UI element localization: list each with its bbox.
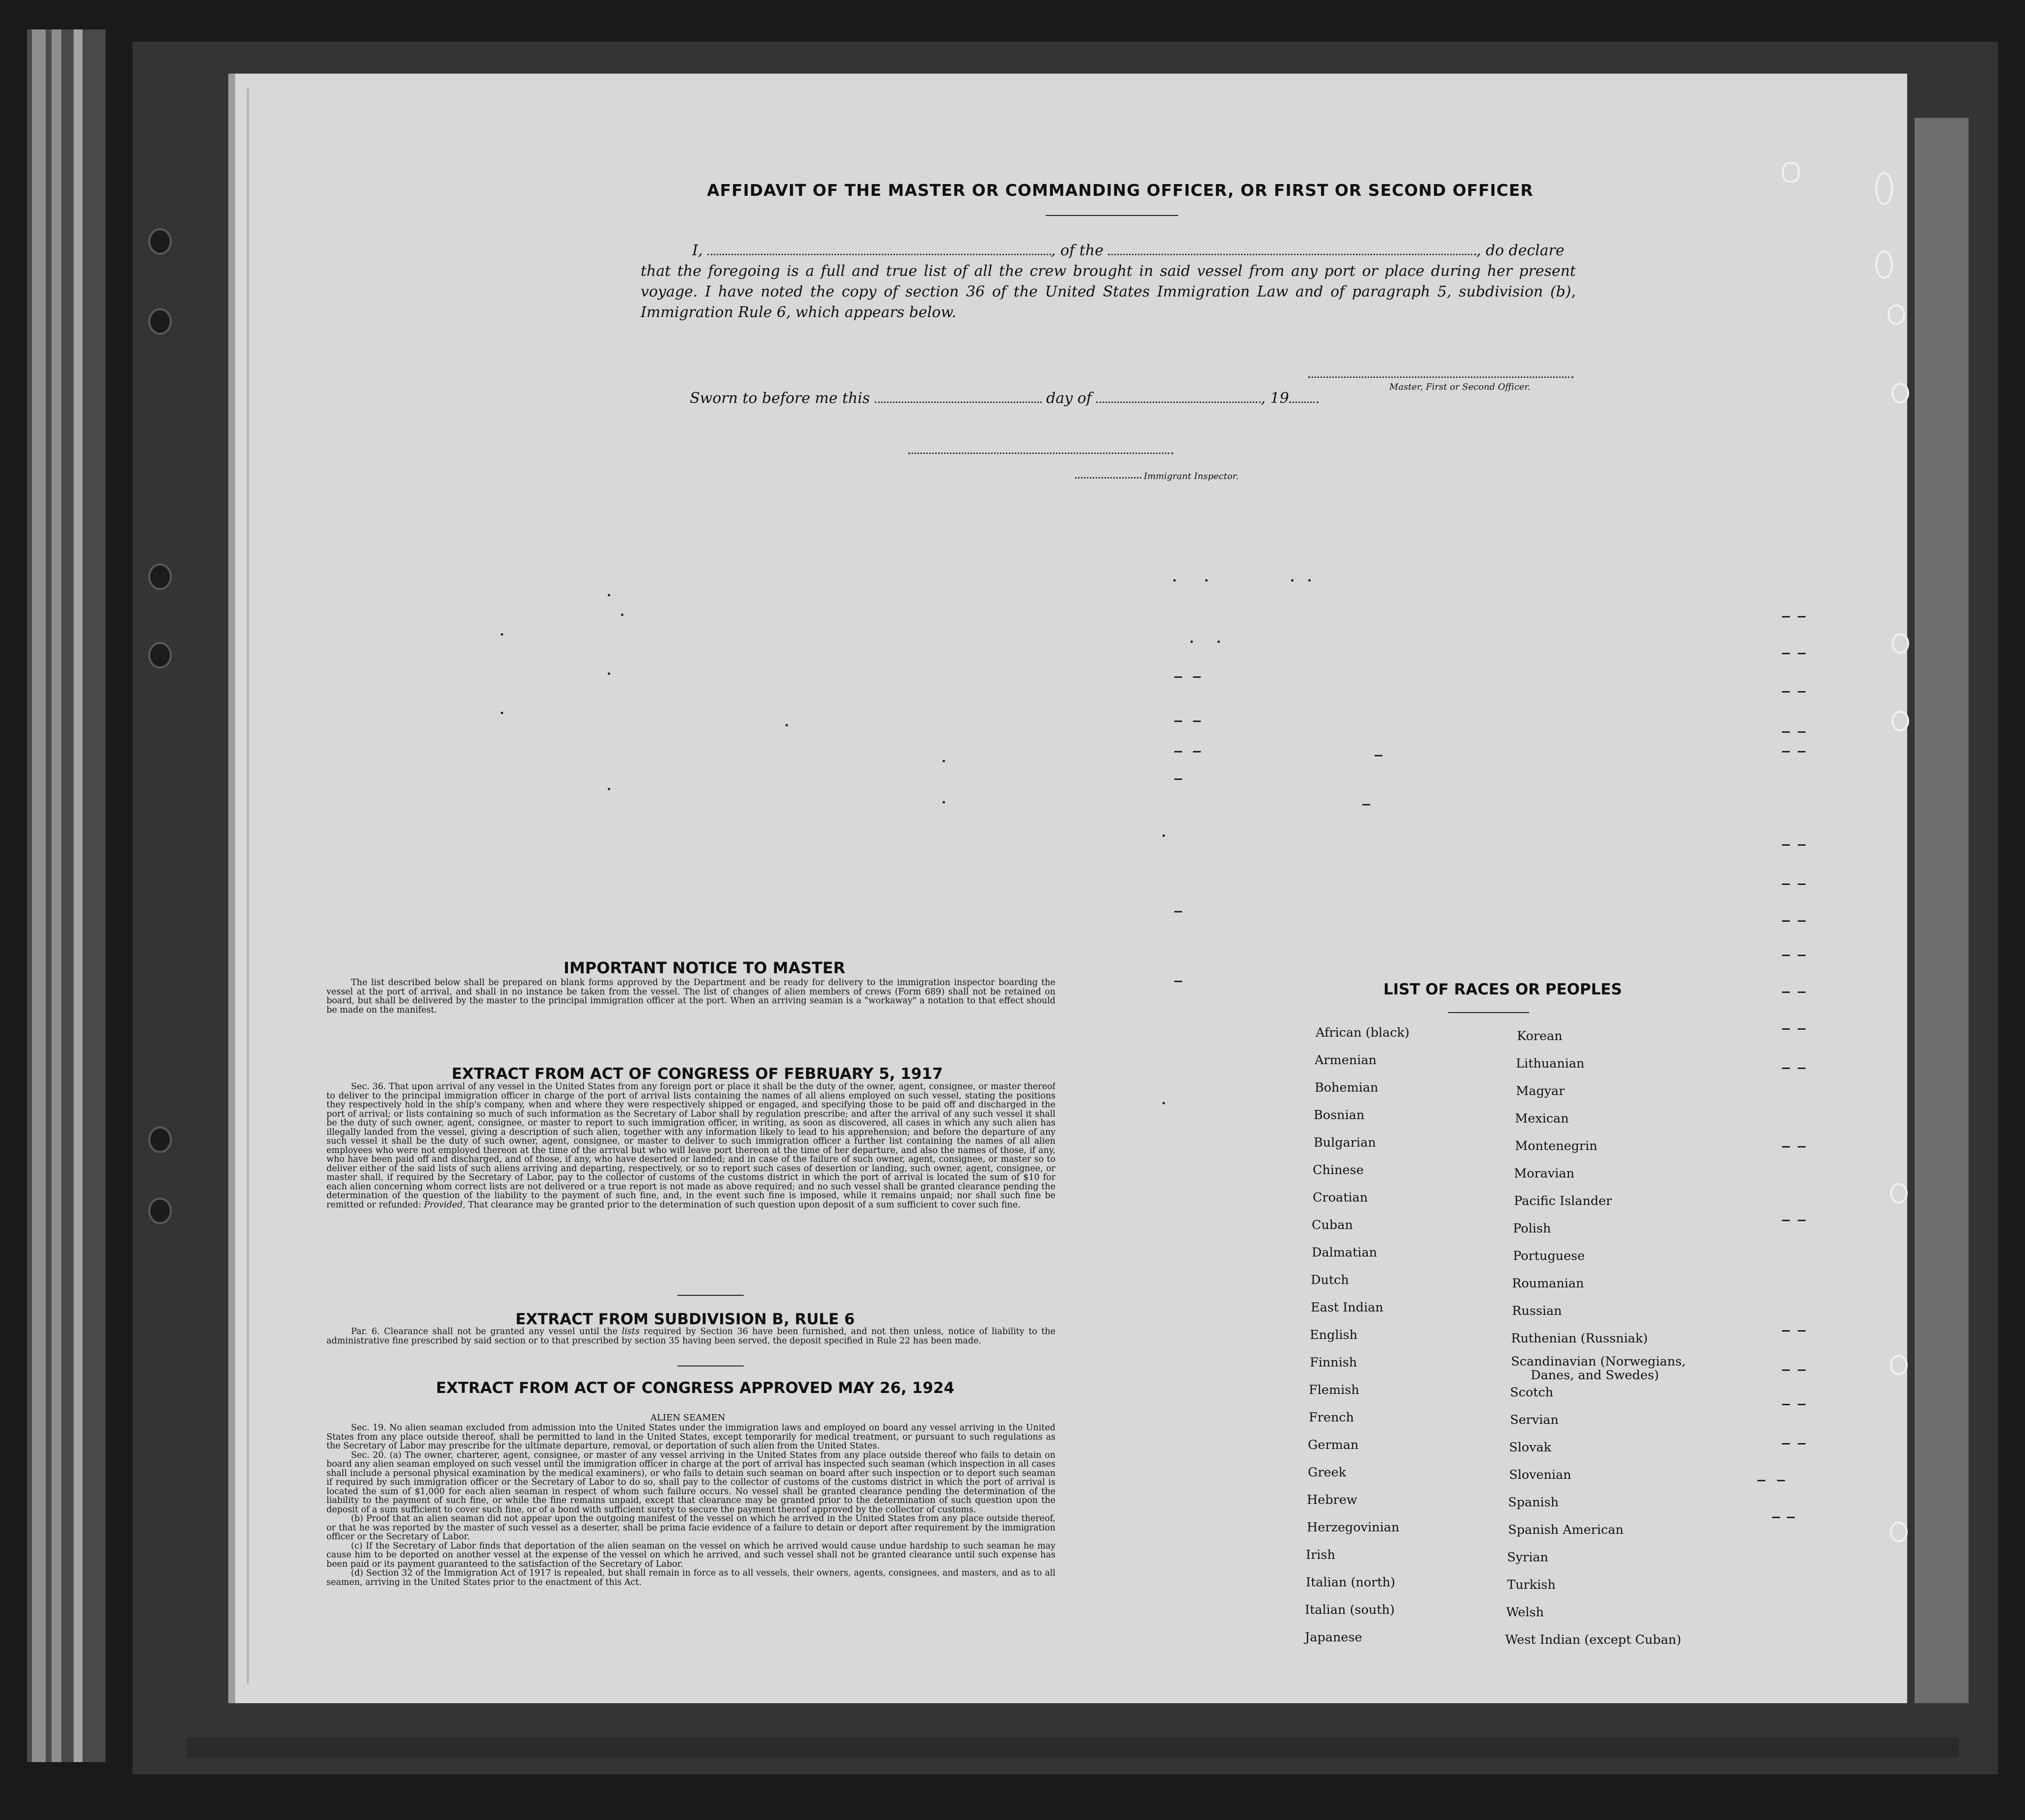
extract-1917-title: EXTRACT FROM ACT OF CONGRESS OF FEBRUARY 5, 1917 [452, 1065, 943, 1083]
page-bottom-edge [187, 1738, 1959, 1757]
bleed-mark [1193, 751, 1201, 752]
race-item: Montenegrin [1515, 1139, 1597, 1153]
sworn-prefix: Sworn to before me this [690, 390, 870, 407]
notice-paragraph: The list described below shall be prepared on blank forms approved by the Department and be ready for delivery to the immigration inspector boarding the vessel at the port of arrival, and shall in no instance be taken from the vessel. The list of changes of alien members of crews (Form 689) shall not be retained on board, but shall be delivered by the master to the principal immigration officer at the port. When an arriving seaman is a "workaway" a notation to that effect should be made on the manifest. [326, 978, 1055, 1015]
race-item: Armenian [1315, 1053, 1377, 1068]
vessel-name-blank [1108, 244, 1476, 255]
punch-hole [1890, 1355, 1908, 1375]
page-edge [52, 29, 61, 1762]
page-edge [74, 29, 82, 1762]
race-item: Scotch [1510, 1385, 1554, 1400]
inspector-label: Immigrant Inspector. [1144, 471, 1239, 482]
bleed-dot [501, 712, 503, 714]
notice-text [326, 978, 1055, 1015]
punch-hole [1875, 250, 1893, 279]
bleed-dot [785, 724, 788, 726]
section-divider [677, 1365, 744, 1366]
section-36-text: Sec. 36. That upon arrival of any vessel in the United States from any foreign port or place it shall be the duty of the owner, agent, consignee, or master thereof to deliver to the principal immigration officer in charge of the port of arrival lists containing the names of all aliens employed on such vessel, stating the positions they respectively hold in the ship's company, when and where they were respectively shipped or engaged, and specifying those to be paid off and discharged in the port of arrival; or lists containing so much of such information as the Secretary of Labor shall by regulation prescribe; and after the arrival of any such vessel it shall be the duty of such owner, agent, consignee, or master to report to such immigration officer, in writing, as soon as discovered, all cases in which any such alien has illegally landed from the vessel, giving a description of such alien, together with any information likely to lead to his apprehension; and before the departure of any such vessel it shall be the duty of such owner, agent, consignee, or master to deliver to such immigration officer a further list containing the names of all alien employees who were not employed thereon at the time of the arrival but who will leave port thereon at the time of her departure, and also the names of those, if any, who have been paid off and discharged, and of those, if any, who have deserted or landed; and in case of the failure of such owner, agent, consignee, or master so to deliver either of the said lists of such aliens arriving and departing, respectively, or so to report such cases of desertion or landing, such owner, agent, consignee, or master shall, if required by the Secretary of Labor, pay to the collector of customs of the customs district in which the port of arrival is located the sum of $10 for each alien concerning whom correct lists are not delivered or a true report is not made as above required; and no such vessel shall be granted clearance pending the determination of the question of the liability to the payment of such fine, and, in the event such fine is imposed, while it remains unpaid; nor shall such fine be remitted or refunded: [326, 1082, 1055, 1210]
binder-hole [148, 1198, 172, 1224]
bleed-mark [1362, 804, 1370, 805]
bleed-dot [608, 788, 610, 790]
sworn-year-prefix: , 19 [1261, 390, 1289, 407]
bleed-dot [1162, 834, 1165, 837]
binder-hole [148, 228, 172, 255]
extract-1917-text [326, 1082, 1055, 1279]
race-item: Dutch [1311, 1273, 1349, 1287]
bleed-mark [1174, 778, 1182, 780]
race-item: Polish [1513, 1221, 1551, 1236]
vessel-prefix: , of the [1051, 242, 1104, 259]
race-item: Ruthenian (Russniak) [1511, 1331, 1648, 1346]
affidavit-title: AFFIDAVIT OF THE MASTER OR COMMANDING OFFICER, OR FIRST OR SECOND OFFICER [707, 181, 1534, 200]
bleed-mark [1193, 721, 1201, 722]
race-item: Korean [1517, 1029, 1563, 1044]
section-36-text-end: That clearance may be granted prior to the determination of such question upon deposit of a sum sufficient to cover such fine. [468, 1200, 1021, 1210]
race-item: Syrian [1507, 1550, 1548, 1565]
race-item: Mexican [1515, 1111, 1569, 1126]
binder-hole [148, 563, 172, 590]
punch-hole [1875, 172, 1893, 205]
bleed-dot [1291, 579, 1294, 582]
bleed-mark [1174, 911, 1182, 912]
section-36-paragraph [326, 1082, 1055, 1209]
race-item: Dalmatian [1312, 1245, 1377, 1260]
stacked-page-edges [27, 29, 106, 1762]
race-item: English [1310, 1328, 1358, 1342]
punch-hole [1888, 304, 1905, 325]
race-item: Hebrew [1307, 1493, 1357, 1507]
sec-20d-paragraph: (d) Section 32 of the Immigration Act of 1917 is repealed, but shall remain in force as to all vessels, their owners, agents, consignees, and masters, and as to all seamen, arriving in the United States prior to the enactment of this Act. [326, 1568, 1055, 1587]
bleed-mark [1174, 751, 1182, 752]
race-item: Slovenian [1509, 1468, 1571, 1482]
page-fold-shadow [228, 74, 235, 1703]
punch-hole [1891, 383, 1909, 403]
declarant-name-blank [707, 244, 1051, 255]
extract-1924-title: EXTRACT FROM ACT OF CONGRESS APPROVED MAY 26, 1924 [436, 1379, 955, 1397]
races-list-title: LIST OF RACES OR PEOPLES [1383, 981, 1622, 998]
sec-20b-paragraph: (b) Proof that an alien seaman did not appear upon the outgoing manifest of the vessel on which he arrived in the United States from any place outside thereof, or that he was reported by the master of such vessel as a deserter, shall be prima facie evidence of a failure to detain or deport after requirement by the immigration officer or the Secretary of Labor. [326, 1514, 1055, 1542]
bleed-dot [1205, 579, 1208, 582]
race-item: Welsh [1506, 1605, 1544, 1620]
race-item: Russian [1512, 1304, 1562, 1318]
lists-word: lists [621, 1327, 640, 1337]
bleed-dot [943, 760, 945, 762]
punch-hole [1891, 633, 1909, 654]
race-item: Chinese [1313, 1163, 1364, 1178]
race-item: Servian [1510, 1413, 1559, 1427]
paragraph-6-text: Par. 6. Clearance shall not be granted any vessel until the [351, 1327, 618, 1337]
declare-text: , do declare [1476, 242, 1565, 259]
race-item: Greek [1308, 1465, 1347, 1480]
race-item: Scandinavian (Norwegians, [1511, 1354, 1686, 1369]
race-item: Bohemian [1315, 1080, 1378, 1095]
sworn-year-blank [1289, 392, 1319, 403]
extract-rule-6-title: EXTRACT FROM SUBDIVISION B, RULE 6 [515, 1311, 855, 1328]
race-item: Spanish American [1508, 1523, 1624, 1537]
bleed-dot [943, 801, 945, 803]
race-item: Spanish [1508, 1495, 1559, 1510]
bleed-mark [1174, 981, 1182, 982]
race-item: French [1309, 1410, 1354, 1425]
race-item: Bosnian [1314, 1108, 1365, 1123]
bleed-mark [1174, 676, 1182, 678]
notice-title: IMPORTANT NOTICE TO MASTER [564, 959, 845, 977]
master-signature-label: Master, First or Second Officer. [1389, 382, 1531, 392]
sworn-line [690, 390, 1319, 407]
alien-seamen-heading: ALIEN SEAMEN [650, 1413, 726, 1423]
race-item: Portuguese [1513, 1249, 1585, 1263]
bleed-dot [621, 614, 623, 616]
punch-hole [1782, 162, 1800, 183]
race-item: Moravian [1514, 1166, 1575, 1181]
inspector-signature-blank [908, 452, 1173, 454]
bleed-mark [1193, 676, 1201, 678]
race-item: Croatian [1313, 1190, 1368, 1205]
races-title-underline [1448, 1012, 1529, 1013]
race-item: Danes, and Swedes) [1531, 1368, 1659, 1383]
sec-19-paragraph: Sec. 19. No alien seaman excluded from admission into the United States under the immigration laws and employed on board any vessel arriving in the United States from any place outside thereof, shall be permitted to land in the United States, except temporarily for medical treatment, or pursuant to such regulations as the Secretary of Labor may prescribe for the ultimate departure, removal, or deportation of such alien from the United States. [326, 1423, 1055, 1451]
inspector-name-blank [1075, 476, 1141, 479]
declaration-text [641, 241, 1576, 323]
sworn-day-blank [875, 392, 1042, 403]
race-item: African (black) [1316, 1025, 1410, 1040]
race-item: Irish [1306, 1548, 1335, 1562]
paragraph-6-text-end: required by Section 36 have been furnished, and not then unless, notice of liability to the administrative fine prescribed by said section or to that prescribed by section 35 having been served, the deposit specified in Rule 22 has been made. [326, 1327, 1055, 1346]
race-item: German [1308, 1438, 1359, 1452]
bleed-dot [1173, 579, 1176, 582]
page-crease [247, 88, 249, 1684]
bleed-dot [501, 633, 503, 636]
race-item: Herzegovinian [1307, 1520, 1400, 1535]
bleed-dot [1217, 641, 1220, 643]
provided-word: Provided, [424, 1200, 466, 1210]
race-item: Bulgarian [1314, 1135, 1376, 1150]
race-item: Italian (south) [1305, 1603, 1395, 1617]
binder-hole [148, 642, 172, 669]
title-underline [1046, 215, 1178, 216]
race-item: Slovak [1509, 1440, 1552, 1455]
race-item: Roumanian [1512, 1276, 1584, 1291]
declarant-prefix: I, [692, 242, 703, 259]
underlying-sheet-edge [1915, 118, 1969, 1703]
race-item: Italian (north) [1306, 1575, 1396, 1590]
race-item: Flemish [1309, 1383, 1359, 1397]
extract-1924-text [326, 1423, 1055, 1659]
punch-hole [1891, 711, 1909, 731]
bleed-dot [1190, 641, 1193, 643]
race-item: Lithuanian [1516, 1056, 1585, 1071]
race-item: East Indian [1311, 1300, 1383, 1315]
sworn-month-blank [1096, 392, 1261, 403]
binder-hole [148, 308, 172, 335]
bleed-dot [1162, 1102, 1165, 1104]
bleed-dot [608, 672, 610, 675]
race-item: Finnish [1310, 1355, 1357, 1370]
extract-rule-6-text [326, 1327, 1055, 1345]
paragraph-6 [326, 1327, 1055, 1345]
sworn-month-prefix: day of [1046, 390, 1092, 407]
bleed-dot [608, 594, 610, 596]
page-edge [32, 29, 46, 1762]
race-item: Japanese [1305, 1630, 1362, 1645]
binder-hole [148, 1126, 172, 1153]
bleed-mark [1174, 721, 1182, 722]
bleed-mark [1375, 755, 1382, 756]
master-signature-blank [1308, 375, 1573, 378]
sec-20a-paragraph: Sec. 20. (a) The owner, charterer, agent, consignee, or master of any vessel arriving in the United States from any place outside thereof who fails to detain on board any alien seaman employed on such vessel until the immigration officer in charge at the port of arrival has inspected such seaman (which inspection in all cases shall include a personal physical examination by the medical examiners), or who fails to detain such seaman on board after such inspection or to deport such seaman if required by such immigration officer or the Secretary of Labor to do so, shall pay to the collector of customs of the customs district in which the port of arrival is located the sum of $1,000 for each alien seaman in respect of whom such failure occurs. No vessel shall be granted clearance pending the determination of the liability to the payment of such fine, or while the fine remains unpaid, except that clearance may be granted prior to the determination of such question upon the deposit of a sum sufficient to cover such fine, or of a bond with sufficient surety to secure the payment thereof approved by the collector of customs. [326, 1450, 1055, 1515]
race-item: Pacific Islander [1514, 1194, 1612, 1208]
sec-20c-paragraph: (c) If the Secretary of Labor finds that deportation of the alien seaman on the vessel on which he arrived would cause undue hardship to such seaman he may cause him to be deported on another vessel at the expense of the vessel on which he arrived, and such vessel shall not be granted clearance until such expense has been paid or its payment guaranteed to the satisfaction of the Secretary of Labor. [326, 1541, 1055, 1569]
race-item: Turkish [1507, 1578, 1556, 1592]
race-item: Magyar [1516, 1084, 1565, 1098]
section-divider [677, 1295, 744, 1296]
punch-hole [1890, 1522, 1908, 1542]
race-item: West Indian (except Cuban) [1505, 1633, 1681, 1647]
bleed-dot [1308, 579, 1311, 582]
declaration-body: that the foregoing is a full and true list of all the crew brought in said vessel from any port or place during her present voyage. I have noted the copy of section 36 of the United States Immigration Law and of paragraph 5, subdivision (b), Immigration Rule 6, which appears below. [641, 263, 1576, 321]
punch-hole [1890, 1183, 1908, 1204]
race-item: Cuban [1312, 1218, 1353, 1232]
declaration-line-1 [641, 241, 1576, 261]
